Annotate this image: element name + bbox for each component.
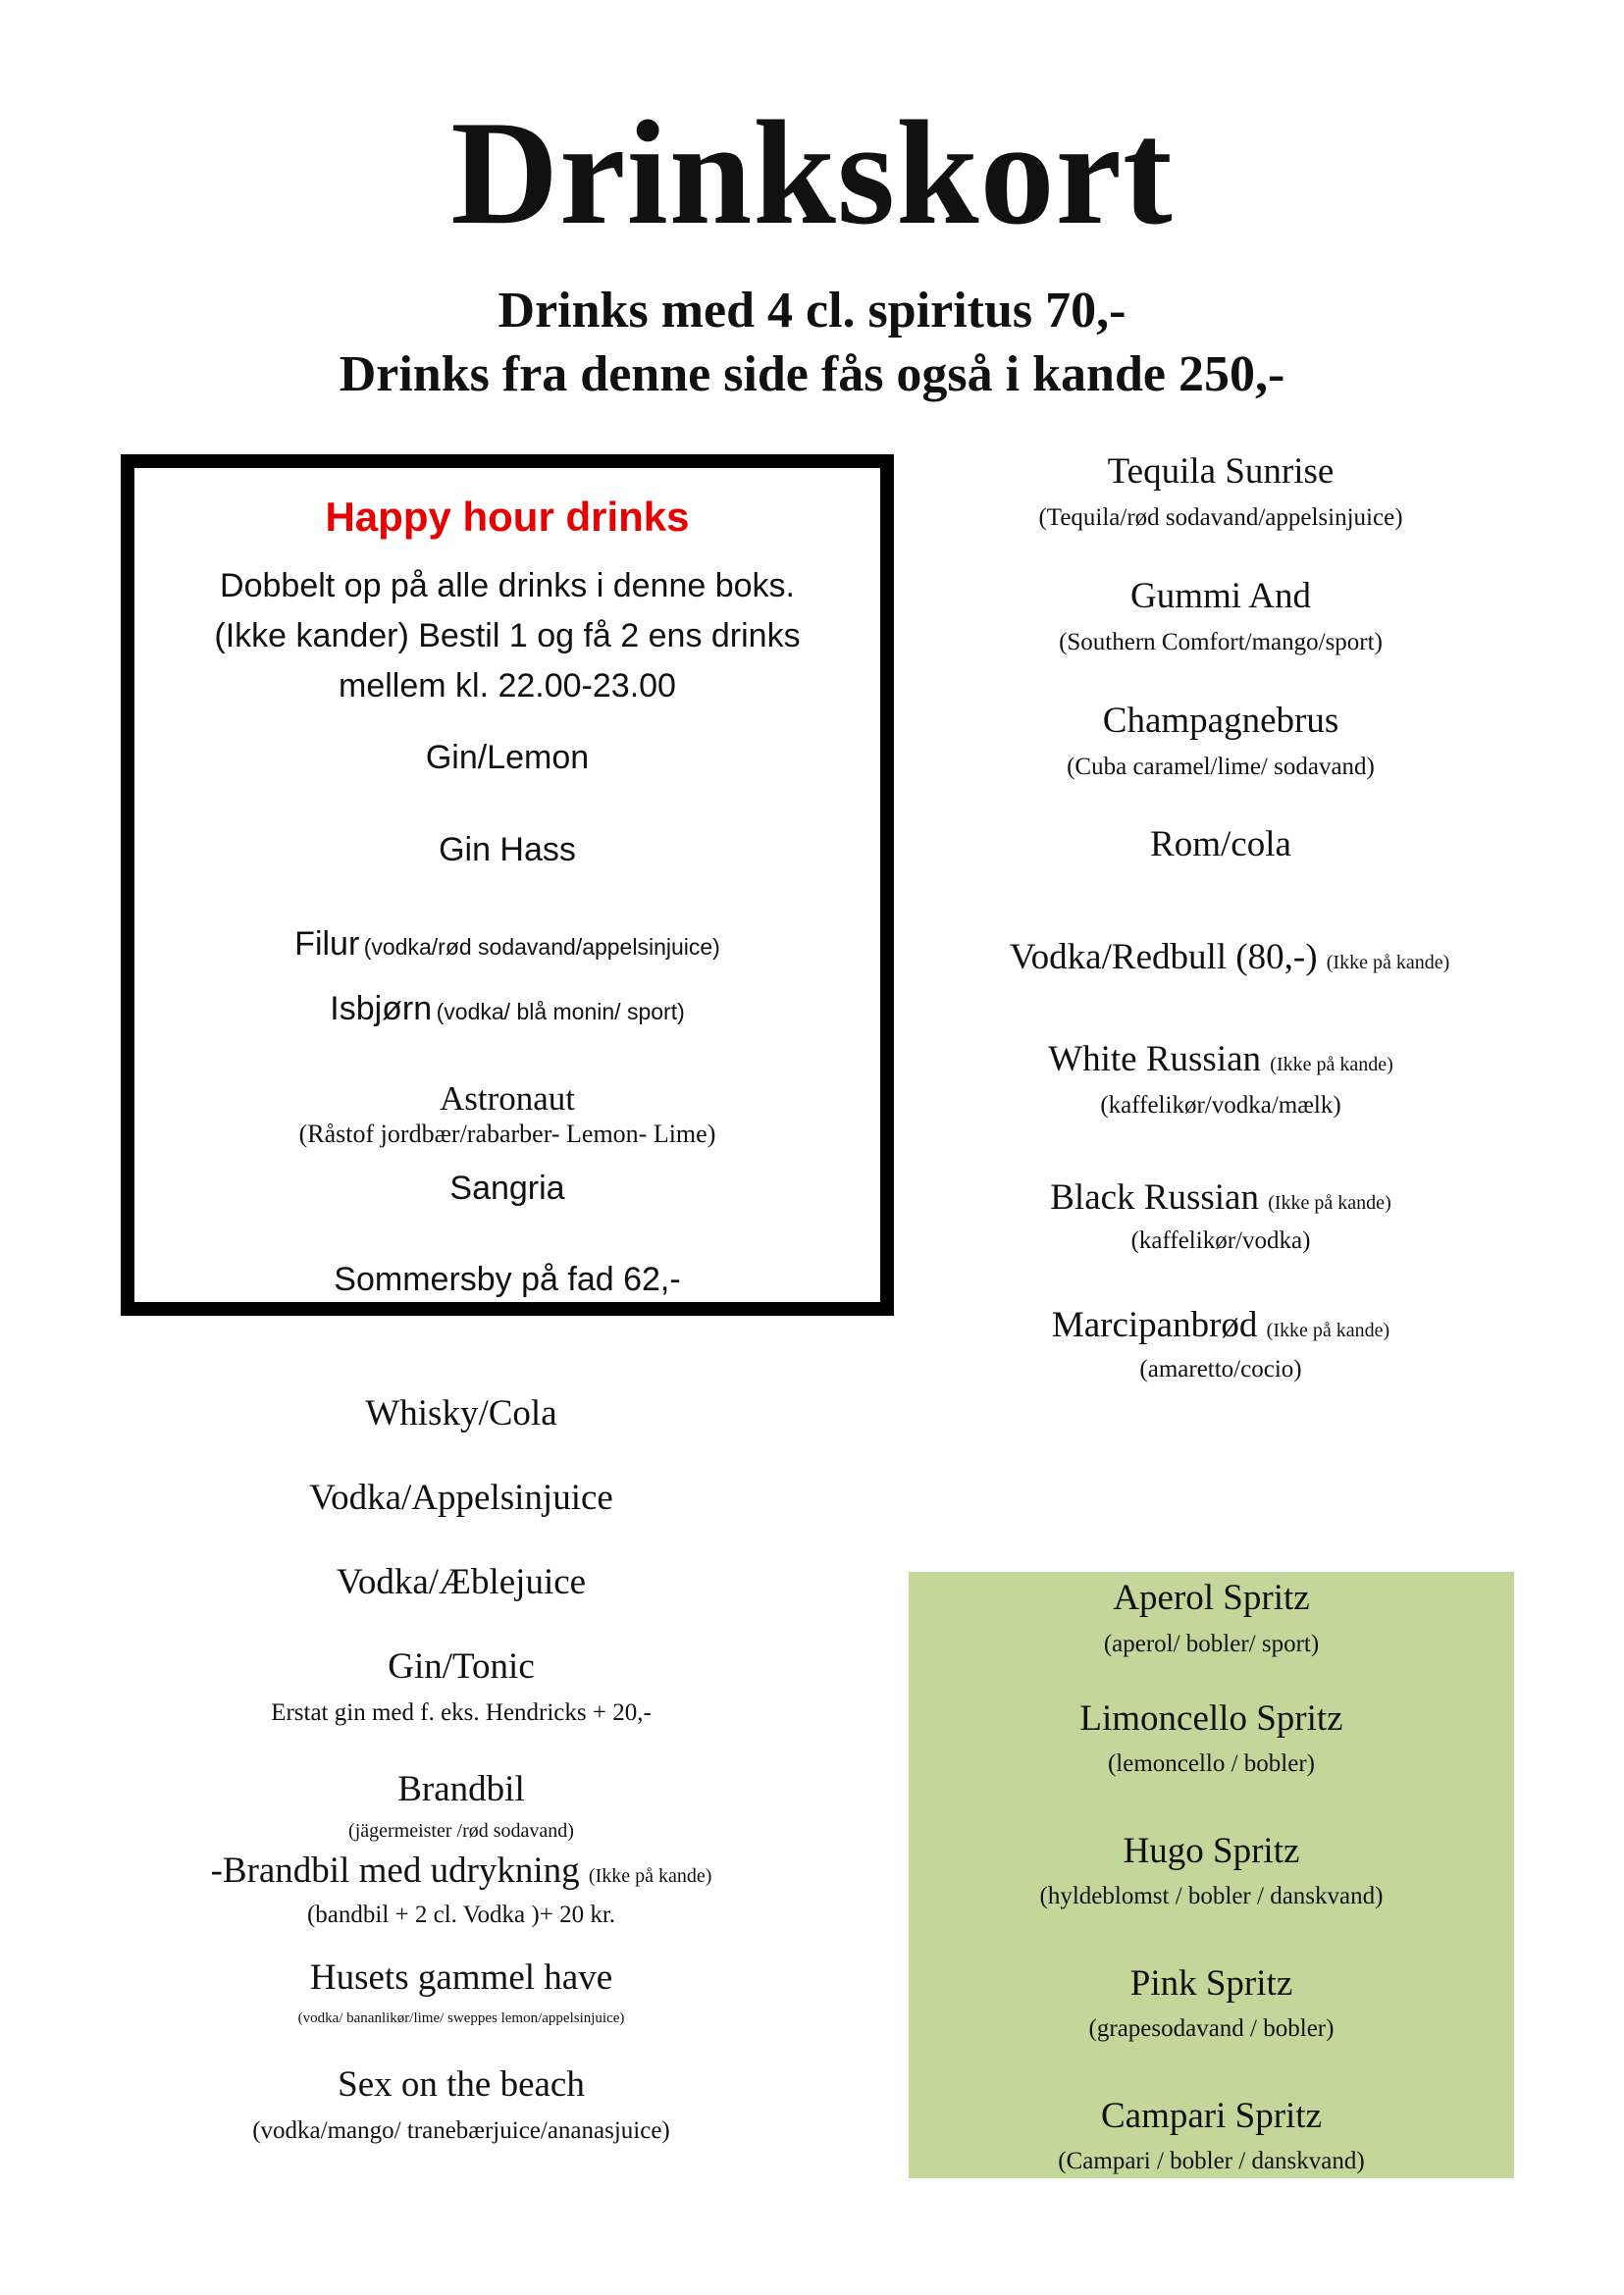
drink-desc: (vodka/ bananlikør/lime/ sweppes lemon/appelsinjuice) [297, 2010, 625, 2026]
price-line-pitcher: Drinks fra denne side fås også i kande 250,- [339, 346, 1285, 402]
not-pitcher-note: (Ikke på kande) [588, 1865, 712, 1887]
drink-name: Isbjørn [330, 990, 433, 1027]
drink-item [930, 1305, 1511, 1347]
drink-desc: (hyldeblomst / bobler / danskvand) [1039, 1883, 1384, 1909]
drink-desc: (Tequila/rød sodavand/appelsinjuice) [1038, 504, 1403, 531]
happy-hour-item: Gin Hass [439, 831, 576, 868]
happy-hour-item: Sommersby på fad 62,- [334, 1261, 681, 1298]
drink-desc: Erstat gin med f. eks. Hendricks + 20,- [271, 1699, 652, 1726]
drink-name: Sex on the beach [338, 2064, 585, 2105]
drink-desc: (Campari / bobler / danskvand) [1058, 2148, 1365, 2174]
drink-name: Vodka/Æblejuice [336, 1562, 587, 1602]
drink-name: Champagnebrus [1102, 701, 1339, 741]
drink-desc: (Cuba caramel/lime/ sodavand) [1067, 754, 1375, 780]
happy-hour-intro-line: (Ikke kander) Bestil 1 og få 2 ens drinks [214, 617, 801, 654]
drink-desc: (bandbil + 2 cl. Vodka )+ 20 kr. [306, 1902, 616, 1928]
not-pitcher-note: (Ikke på kande) [1270, 1054, 1393, 1075]
drink-desc: (kaffelikør/vodka/mælk) [1100, 1092, 1341, 1119]
drink-name: Gin/Tonic [388, 1646, 535, 1687]
spritz-box [909, 1572, 1514, 2178]
drink-item [930, 937, 1529, 979]
drink-desc: (vodka/rød sodavand/appelsinjuice) [363, 934, 720, 960]
drink-name: Black Russian [1050, 1177, 1259, 1218]
drink-name: Brandbil [397, 1769, 525, 1809]
drink-name: Vodka/Redbull (80,-) [1009, 937, 1318, 977]
drink-desc: (aperol/ bobler/ sport) [1103, 1631, 1320, 1657]
price-line-spirits: Drinks med 4 cl. spiritus 70,- [498, 283, 1126, 339]
drink-name: Whisky/Cola [365, 1393, 557, 1434]
drink-name: Vodka/Appelsinjuice [309, 1478, 613, 1518]
happy-hour-box [121, 454, 894, 1316]
drink-desc: (grapesodavand / bobler) [1088, 2015, 1335, 2042]
drink-desc: (amaretto/cocio) [1139, 1356, 1302, 1382]
drink-desc: (kaffelikør/vodka) [1130, 1227, 1311, 1254]
drink-name: Marcipanbrød [1051, 1305, 1258, 1345]
happy-hour-item: Gin/Lemon [425, 739, 590, 776]
drink-name: Filur [294, 925, 360, 963]
drink-desc: (vodka/ blå monin/ sport) [436, 999, 685, 1024]
happy-hour-item [134, 925, 880, 964]
drink-name: Astronaut [439, 1079, 576, 1118]
happy-hour-intro-line: mellem kl. 22.00-23.00 [339, 667, 676, 704]
drink-name: White Russian [1048, 1039, 1262, 1079]
drink-item [930, 1177, 1511, 1220]
drink-desc: (Southern Comfort/mango/sport) [1059, 629, 1383, 655]
page-title: Drinkskort [450, 90, 1174, 255]
drink-name: Hugo Spritz [1123, 1831, 1300, 1871]
drink-name: Aperol Spritz [1113, 1578, 1310, 1618]
drink-desc: (vodka/mango/ tranebærjuice/ananasjuice) [252, 2117, 670, 2144]
happy-hour-title: Happy hour drinks [325, 494, 690, 540]
drink-name: Pink Spritz [1129, 1963, 1293, 2004]
happy-hour-intro-line: Dobbelt op på alle drinks i denne boks. [220, 567, 795, 604]
drink-name: Husets gammel have [309, 1957, 613, 1998]
not-pitcher-note: (Ikke på kande) [1326, 952, 1450, 973]
drink-name: Rom/cola [1150, 824, 1291, 864]
happy-hour-item: Sangria [449, 1170, 565, 1207]
drink-item [108, 1851, 814, 1893]
happy-hour-item [134, 990, 880, 1028]
not-pitcher-note: (Ikke på kande) [1268, 1192, 1391, 1214]
drink-name: Campari Spritz [1100, 2096, 1323, 2136]
drink-name: Gummi And [1130, 576, 1311, 616]
not-pitcher-note: (Ikke på kande) [1266, 1320, 1390, 1341]
drink-name: -Brandbil med udrykning [210, 1851, 580, 1891]
drink-name: Limoncello Spritz [1079, 1698, 1343, 1739]
drink-name: Tequila Sunrise [1107, 451, 1335, 492]
drink-desc: (jägermeister /rød sodavand) [348, 1820, 574, 1842]
drink-item [930, 1039, 1511, 1081]
drink-desc: (Råstof jordbær/rabarber- Lemon- Lime) [298, 1120, 716, 1148]
drink-desc: (lemoncello / bobler) [1107, 1750, 1316, 1777]
